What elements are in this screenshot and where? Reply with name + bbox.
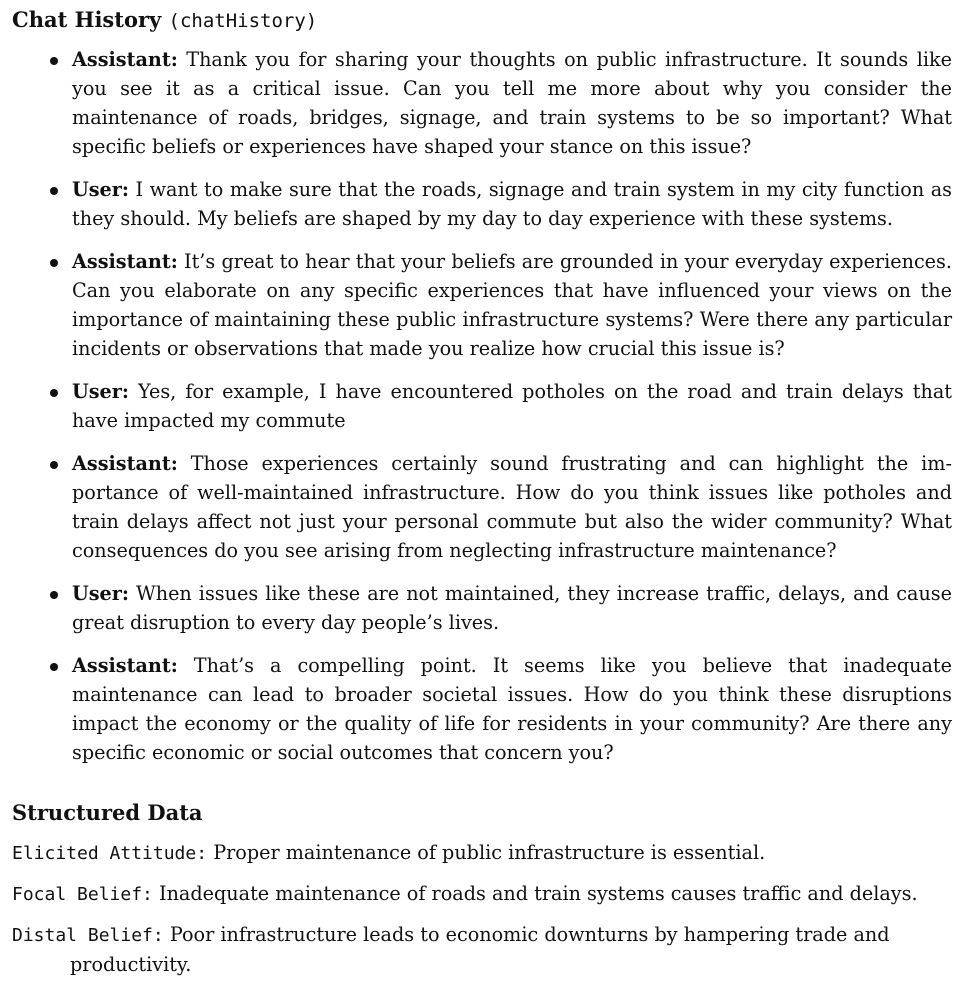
chat-message <box>12 247 952 363</box>
chat-message <box>12 45 952 161</box>
chat-history-var-name: (chatHistory) <box>168 10 318 32</box>
chat-message <box>12 449 952 565</box>
focal-belief-field <box>12 879 952 909</box>
message-speaker: Assistant: <box>72 654 178 677</box>
chat-message <box>12 579 952 637</box>
field-key: Elicited Attitude: <box>12 843 208 864</box>
message-speaker: User: <box>72 582 129 605</box>
message-text: Thank you for sharing your thoughts on public infrastructure. It sounds like you see it as a critical issue. Can you tell me more about why you consider the maintenance of roads, bridges, signage, and train systems to be so important? What specific beliefs or experiences have shaped your stance on this issue? <box>72 48 952 158</box>
bullet-icon <box>50 259 58 267</box>
bullet-icon <box>50 57 58 65</box>
bullet-icon <box>50 663 58 671</box>
field-value: Proper maintenance of public infrastructure is essential. <box>213 841 766 864</box>
field-value: Poor infrastructure leads to economic downturns by hampering trade and productivity. <box>70 923 890 976</box>
chat-history-title: Chat History <box>12 7 162 32</box>
message-speaker: Assistant: <box>72 48 178 71</box>
chat-message <box>12 651 952 767</box>
message-speaker: User: <box>72 178 129 201</box>
chat-message <box>12 175 952 233</box>
message-speaker: User: <box>72 380 129 403</box>
elicited-attitude-field <box>12 838 952 868</box>
chat-message-list <box>12 45 952 767</box>
chat-message <box>12 377 952 435</box>
message-speaker: Assistant: <box>72 452 178 475</box>
message-text: Those experiences certainly sound frustrating and can highlight the importance of well-maintained infrastructure. How do you think issues like potholes and train delays affect not just your personal commute but also the wider community? What consequences do you see arising from neglecting infrastructure maintenance? <box>72 452 952 562</box>
bullet-icon <box>50 187 58 195</box>
message-speaker: Assistant: <box>72 250 178 273</box>
field-value: Inadequate maintenance of roads and train systems causes traffic and delays. <box>159 882 918 905</box>
bullet-icon <box>50 591 58 599</box>
field-key: Focal Belief: <box>12 884 153 905</box>
message-text: When issues like these are not maintained, they increase traffic, delays, and cause great disruption to every day people’s lives. <box>72 582 952 634</box>
chat-history-heading <box>12 6 952 35</box>
message-text: Yes, for example, I have encountered potholes on the road and train delays that have impacted my commute <box>72 380 952 432</box>
structured-data-heading: Structured Data <box>12 800 203 825</box>
field-key: Distal Belief: <box>12 925 164 946</box>
distal-belief-field <box>12 920 952 979</box>
message-text: I want to make sure that the roads, signage and train system in my city function as they should. My beliefs are shaped by my day to day experience with these systems. <box>72 178 952 230</box>
message-text: It’s great to hear that your beliefs are grounded in your everyday experiences. Can you elaborate on any specific experiences that have influenced your views on the importance of maintaining these public infrastructure systems? Were there any particular incidents or observations that made you realize how crucial this issue is? <box>72 250 952 360</box>
bullet-icon <box>50 389 58 397</box>
message-text: That’s a compelling point. It seems like you believe that inadequate maintenance can lead to broader societal issues. How do you think these disruptions impact the economy or the quality of life for residents in your community? Are there any specific economic or social outcomes that concern you? <box>72 654 952 764</box>
bullet-icon <box>50 461 58 469</box>
